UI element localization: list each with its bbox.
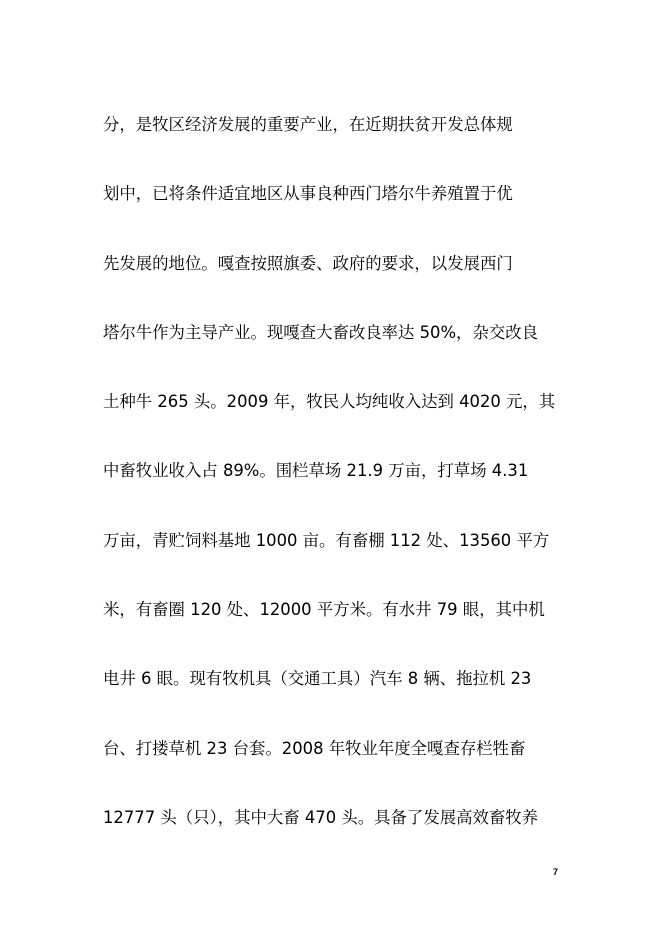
- page-number: 7: [553, 867, 559, 877]
- text-line: 电井 6 眼。现有牧机具（交通工具）汽车 8 辆、拖拉机 23: [103, 669, 532, 689]
- text-line: 12777 头（只），其中大畜 470 头。具备了发展高效畜牧养: [103, 807, 539, 827]
- text-line: 划中，已将条件适宜地区从事良种西门塔尔牛养殖置于优: [103, 184, 513, 204]
- text-line: 分，是牧区经济发展的重要产业，在近期扶贫开发总体规: [103, 115, 513, 134]
- text-line: 塔尔牛作为主导产业。现嘎查大畜改良率达 50%，杂交改良: [103, 322, 539, 342]
- text-line: 中畜牧业收入占 89%。围栏草场 21.9 万亩，打草场 4.31: [103, 461, 529, 481]
- text-line: 台、打搂草机 23 台套。2008 年牧业年度全嘎查存栏牲畜: [103, 738, 526, 758]
- text-line: 先发展的地位。嘎查按照旗委、政府的要求，以发展西门: [103, 253, 513, 273]
- body-text: [103, 113, 573, 875]
- text-line: 万亩，青贮饲料基地 1000 亩。有畜棚 112 处、13560 平方: [103, 530, 550, 550]
- text-line: 米，有畜圈 120 处、12000 平方米。有水井 79 眼，其中机: [103, 600, 545, 620]
- text-line: 土种牛 265 头。2009 年，牧民人均纯收入达到 4020 元，其: [103, 392, 556, 412]
